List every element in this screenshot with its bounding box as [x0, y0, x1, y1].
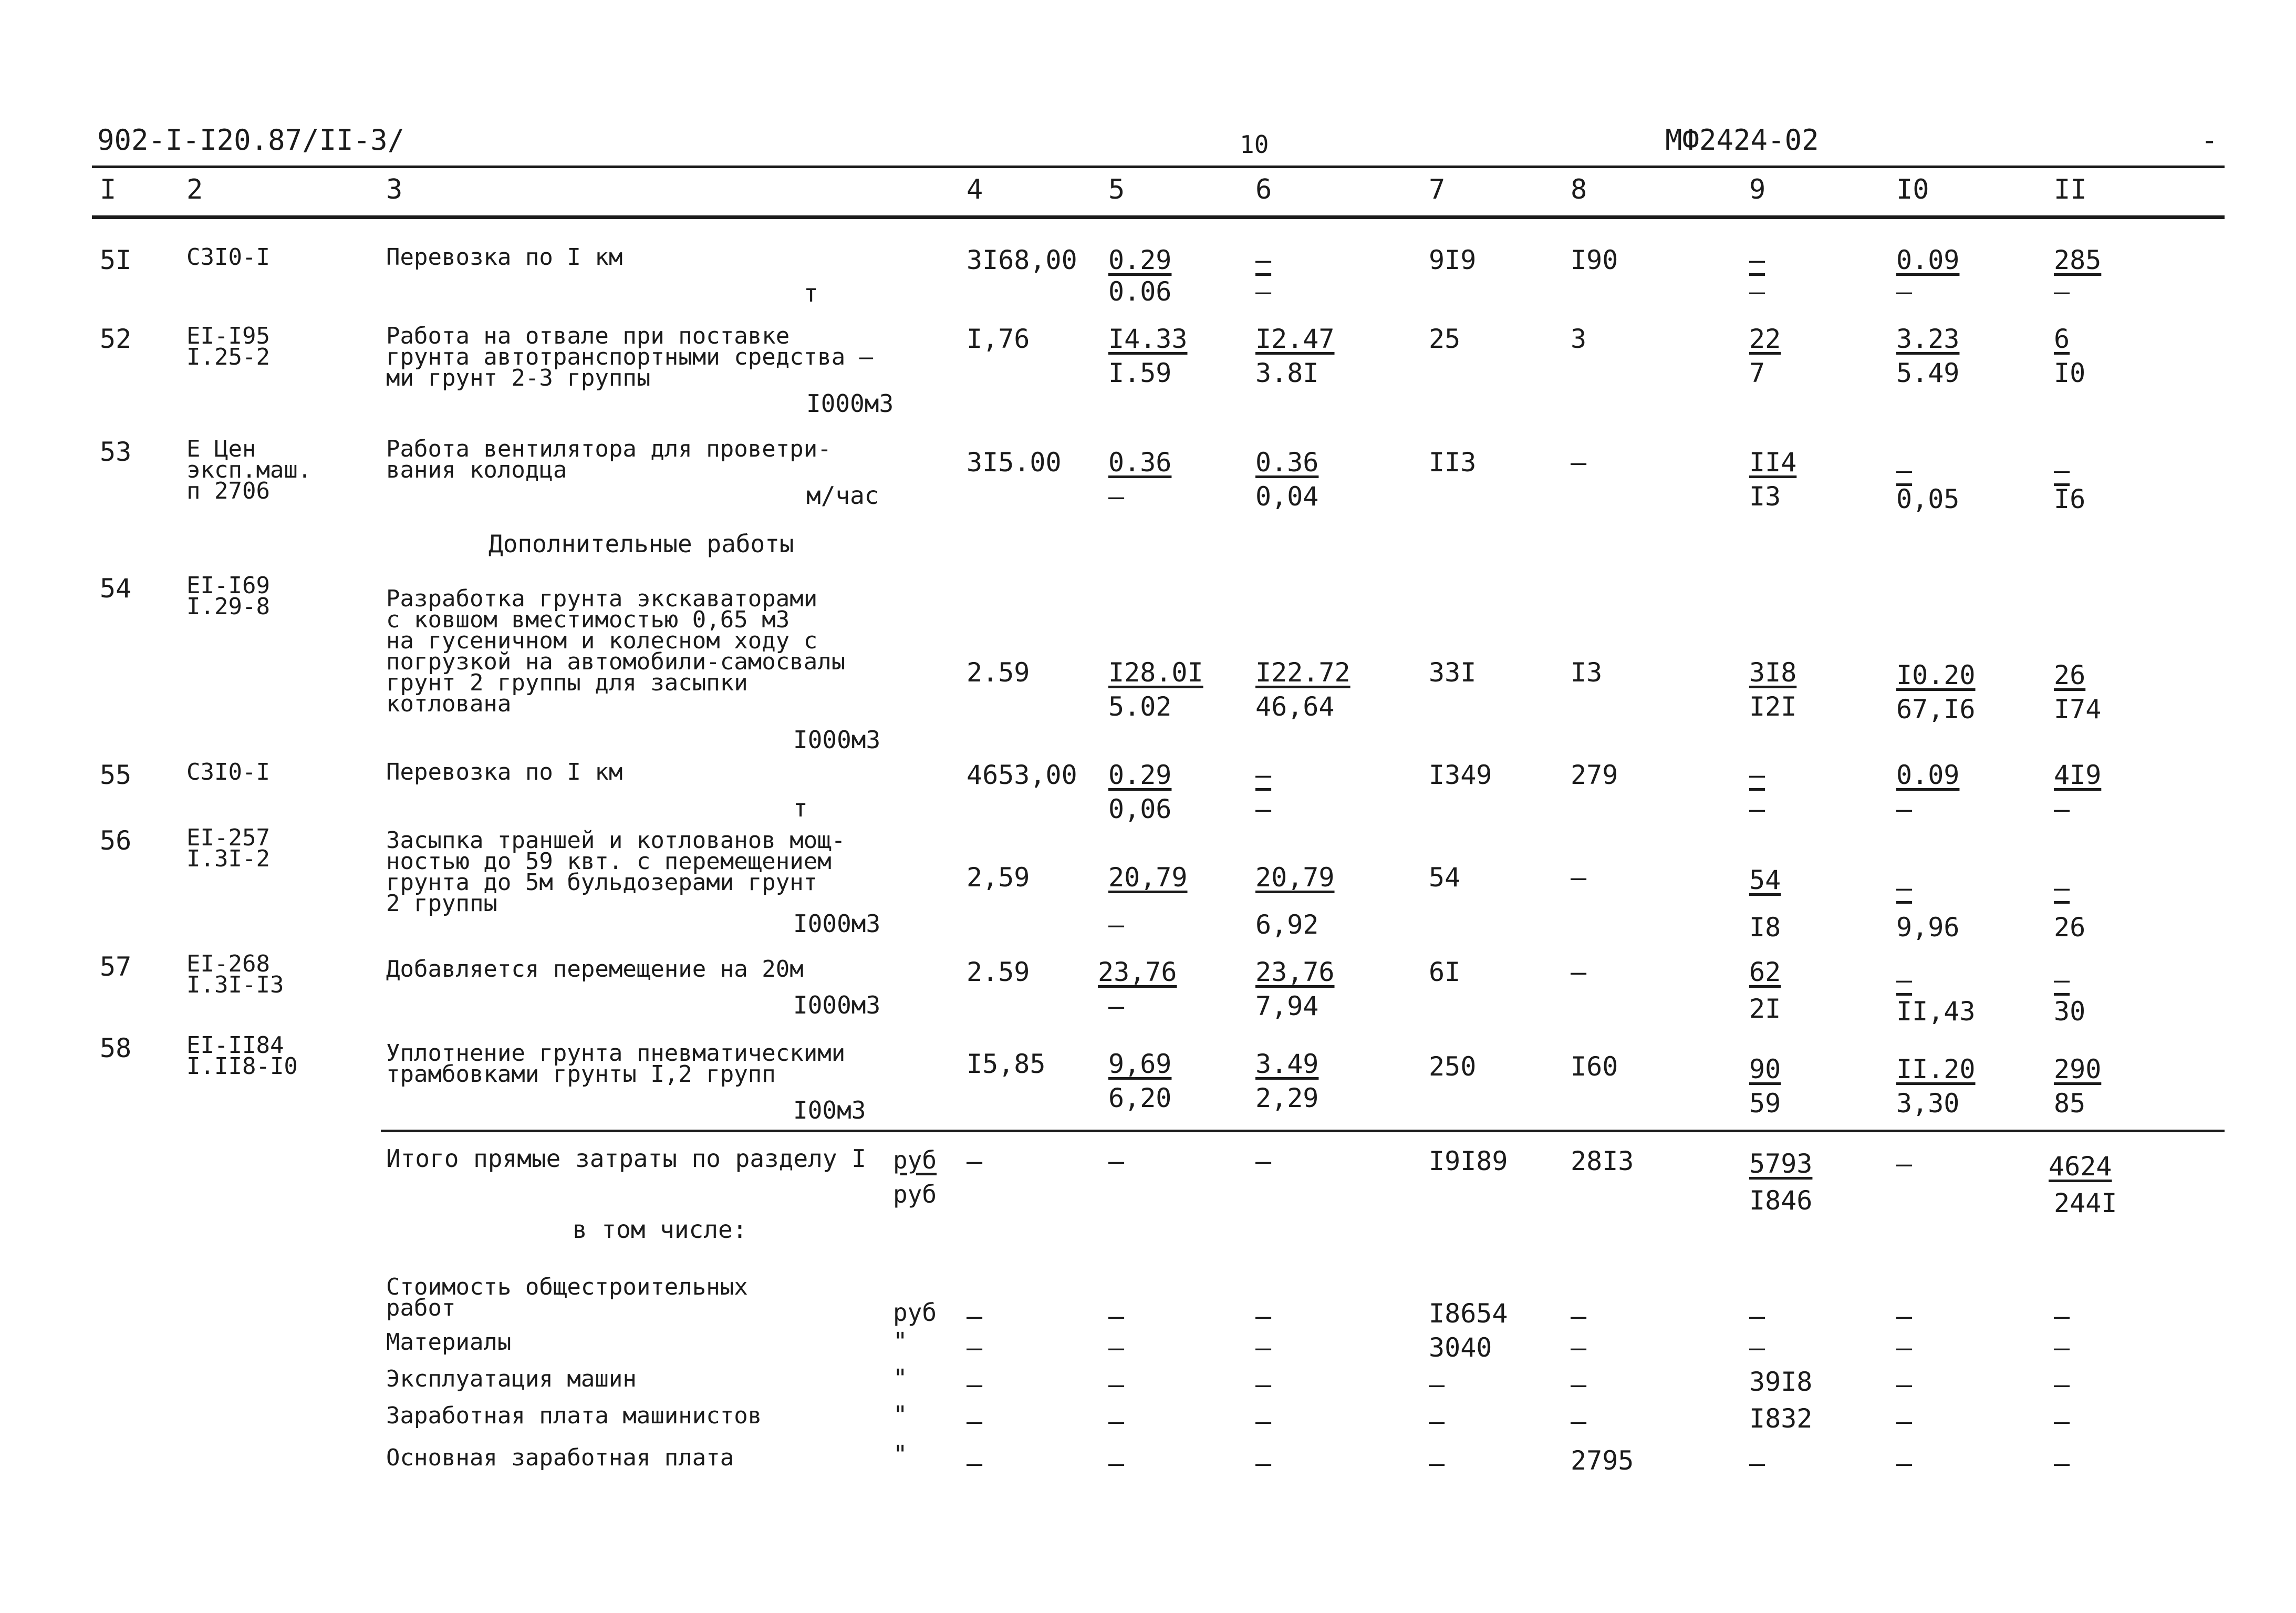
- breakdown-label: Заработная плата машинистов: [386, 1402, 762, 1429]
- totals-unit-cost: –: [1108, 1146, 1125, 1176]
- breakdown-c8: –: [1571, 1369, 1587, 1400]
- breakdown-c9: –: [1749, 1448, 1765, 1478]
- quantity: 4653,00: [967, 760, 1077, 790]
- labor-machinists-unit: 67,I6: [1896, 694, 1976, 725]
- unit-cost-wages: –: [1108, 481, 1125, 512]
- row-number: 58: [100, 1033, 132, 1063]
- totals-total-machines: 5793: [1749, 1149, 1813, 1179]
- breakdown-c7: –: [1429, 1406, 1445, 1436]
- header-rule-top: [92, 166, 2225, 168]
- unit-cost-machines: –: [1255, 245, 1272, 275]
- work-description: Работа вентилятора для проветри-: [386, 436, 832, 462]
- breakdown-unit: ": [893, 1401, 908, 1429]
- total-machine-wages: –: [1749, 276, 1765, 307]
- breakdown-unit: руб: [893, 1298, 937, 1327]
- document-code: 902-I-I20.87/II-3/: [97, 123, 405, 157]
- breakdown-c5: –: [1108, 1369, 1125, 1400]
- work-description: Добавляется перемещение на 20м: [386, 956, 804, 983]
- total-cost: 54: [1429, 862, 1461, 893]
- unit-cost-machines: I22.72: [1255, 657, 1350, 688]
- unit: I000м3: [806, 389, 894, 418]
- breakdown-c5: –: [1108, 1406, 1125, 1436]
- labor-machinists-unit: 3,30: [1896, 1088, 1960, 1119]
- rate-code: ЕI-257: [186, 824, 270, 851]
- work-description: Перевозка по I км: [386, 244, 623, 271]
- breakdown-c10: –: [1896, 1448, 1913, 1478]
- labor-unit: I0.20: [1896, 660, 1976, 690]
- breakdown-c6: –: [1255, 1448, 1272, 1478]
- rate-code: п 2706: [186, 478, 270, 504]
- unit-cost-machines: 23,76: [1255, 957, 1335, 987]
- rate-code: ЕI-II84: [186, 1032, 284, 1059]
- unit-cost-machine-wages: 2,29: [1255, 1083, 1319, 1113]
- column-header-1: I: [100, 174, 117, 205]
- labor-total: –: [2054, 965, 2070, 995]
- unit-cost-total: 0.36: [1108, 447, 1172, 478]
- breakdown-c10: –: [1896, 1369, 1913, 1400]
- labor-machinists-unit: –: [1896, 794, 1913, 824]
- breakdown-c5: –: [1108, 1448, 1125, 1478]
- total-cost: I349: [1429, 760, 1492, 790]
- column-header-8: 8: [1571, 174, 1587, 205]
- labor-machinists-total: I6: [2054, 484, 2086, 514]
- breakdown-c11: –: [2054, 1406, 2070, 1436]
- total-machine-wages: –: [1749, 794, 1765, 824]
- unit-cost-machine-wages: 0,04: [1255, 481, 1319, 512]
- total-machine-wages: I2I: [1749, 691, 1797, 722]
- unit-cost-machine-wages: 46,64: [1255, 691, 1335, 722]
- unit-cost-total: 23,76: [1098, 957, 1177, 987]
- labor-machinists-total: 26: [2054, 912, 2086, 943]
- column-header-4: 4: [967, 174, 983, 205]
- unit-cost-total: 20,79: [1108, 862, 1188, 893]
- row-number: 57: [100, 952, 132, 982]
- breakdown-c4: –: [967, 1301, 983, 1331]
- work-description: погрузкой на автомобили-самосвалы: [386, 648, 846, 675]
- total-cost: 6I: [1429, 957, 1461, 987]
- breakdown-c6: –: [1255, 1406, 1272, 1436]
- unit-cost-wages: 0,06: [1108, 794, 1172, 824]
- breakdown-c9: I832: [1749, 1403, 1813, 1434]
- total-machine-wages: I3: [1749, 481, 1781, 512]
- total-machines: –: [1749, 245, 1765, 275]
- work-description: Разработка грунта экскаваторами: [386, 585, 818, 612]
- labor-unit: II.20: [1896, 1054, 1976, 1084]
- rate-code: I.3I-2: [186, 845, 270, 872]
- breakdown-label: работ: [386, 1295, 456, 1321]
- breakdown-c11: –: [2054, 1301, 2070, 1331]
- unit-cost-machines: 0.36: [1255, 447, 1319, 478]
- quantity: I5,85: [967, 1049, 1046, 1079]
- total-cost: II3: [1429, 447, 1477, 478]
- header-rule-bottom: [92, 215, 2225, 219]
- total-cost: 33I: [1429, 657, 1477, 688]
- totals-labor-machinists: 244I: [2054, 1188, 2117, 1218]
- total-machine-wages: 7: [1749, 358, 1765, 388]
- work-description: Засыпка траншей и котлованов мощ-: [386, 827, 846, 854]
- work-description: на гусеничном и колесном ходу с: [386, 627, 818, 654]
- total-machines: 90: [1749, 1054, 1781, 1084]
- unit: I00м3: [793, 1096, 866, 1124]
- breakdown-c8: –: [1571, 1332, 1587, 1363]
- labor-machinists-unit: II,43: [1896, 996, 1976, 1027]
- totals-quantity: –: [967, 1146, 983, 1176]
- breakdown-c11: –: [2054, 1332, 2070, 1363]
- row-number: 5I: [100, 245, 132, 275]
- work-description: 2 группы: [386, 890, 497, 917]
- total-wages: 3: [1571, 324, 1587, 354]
- labor-machinists-total: 85: [2054, 1088, 2086, 1119]
- unit-cost-wages: –: [1108, 909, 1125, 940]
- breakdown-label: Основная заработная плата: [386, 1444, 734, 1471]
- unit-cost-machine-wages: –: [1255, 794, 1272, 824]
- labor-machinists-unit: 0,05: [1896, 484, 1960, 514]
- quantity: 2,59: [967, 862, 1030, 893]
- breakdown-c8: 2795: [1571, 1445, 1634, 1476]
- unit-cost-machines: 20,79: [1255, 862, 1335, 893]
- unit: I000м3: [793, 909, 881, 938]
- labor-machinists-total: 30: [2054, 996, 2086, 1027]
- rate-code: ЕI-I69: [186, 572, 270, 599]
- unit-cost-machines: 3.49: [1255, 1049, 1319, 1079]
- rate-code: С3I0-I: [186, 244, 270, 271]
- work-description: Уплотнение грунта пневматическими: [386, 1040, 846, 1067]
- labor-unit: –: [1896, 965, 1913, 995]
- total-machine-wages: 59: [1749, 1088, 1781, 1119]
- row-number: 52: [100, 324, 132, 354]
- work-description: ми грунт 2-3 группы: [386, 365, 651, 391]
- labor-machinists-unit: 9,96: [1896, 912, 1960, 943]
- rate-code: ЕI-I95: [186, 323, 270, 349]
- total-cost: 250: [1429, 1051, 1477, 1082]
- breakdown-c5: –: [1108, 1332, 1125, 1363]
- unit-cost-machine-wages: 3.8I: [1255, 358, 1319, 388]
- labor-unit: 3.23: [1896, 324, 1960, 354]
- rate-code: ЕI-268: [186, 950, 270, 977]
- quantity: 2.59: [967, 657, 1030, 688]
- breakdown-unit: ": [893, 1364, 908, 1392]
- breakdown-label: Эксплуатация машин: [386, 1366, 637, 1392]
- labor-unit: –: [1896, 873, 1913, 903]
- unit-cost-machine-wages: 6,92: [1255, 909, 1319, 940]
- breakdown-c6: –: [1255, 1301, 1272, 1331]
- unit: т: [804, 279, 818, 307]
- totals-labor-unit: –: [1896, 1149, 1913, 1179]
- total-machine-wages: I8: [1749, 912, 1781, 943]
- work-description: котлована: [386, 690, 512, 717]
- breakdown-label: Материалы: [386, 1329, 512, 1356]
- total-machines: II4: [1749, 447, 1797, 478]
- unit-cost-machine-wages: –: [1255, 276, 1272, 307]
- totals-total-machine-wages: I846: [1749, 1185, 1813, 1216]
- rate-code: I.25-2: [186, 344, 270, 370]
- total-machines: 54: [1749, 865, 1781, 895]
- work-description: ностью до 59 квт. с перемещением: [386, 848, 832, 875]
- row-number: 56: [100, 825, 132, 856]
- labor-unit: 0.09: [1896, 760, 1960, 790]
- breakdown-c7: I8654: [1429, 1298, 1508, 1329]
- breakdown-c6: –: [1255, 1332, 1272, 1363]
- work-description: грунт 2 группы для засыпки: [386, 669, 748, 696]
- breakdown-c8: –: [1571, 1406, 1587, 1436]
- total-machine-wages: 2I: [1749, 994, 1781, 1024]
- breakdown-c4: –: [967, 1332, 983, 1363]
- total-wages: –: [1571, 862, 1587, 893]
- total-wages: –: [1571, 447, 1587, 478]
- unit-cost-total: 9,69: [1108, 1049, 1172, 1079]
- row-number: 53: [100, 437, 132, 467]
- quantity: 2.59: [967, 957, 1030, 987]
- total-wages: –: [1571, 957, 1587, 987]
- breakdown-c11: –: [2054, 1369, 2070, 1400]
- rate-code: Е Цен: [186, 436, 256, 462]
- unit-cost-wages: 5.02: [1108, 691, 1172, 722]
- total-wages: I3: [1571, 657, 1603, 688]
- column-header-10: I0: [1896, 174, 1929, 205]
- column-header-3: 3: [386, 174, 403, 205]
- totals-total-wages: 28I3: [1571, 1146, 1634, 1176]
- breakdown-c9: –: [1749, 1301, 1765, 1331]
- quantity: 3I5.00: [967, 447, 1062, 478]
- work-description: Работа на отвале при поставке: [386, 323, 790, 349]
- unit-cost-machine-wages: 7,94: [1255, 991, 1319, 1021]
- work-description: грунта до 5м бульдозерами грунт: [386, 869, 818, 896]
- totals-unit: руб: [893, 1146, 937, 1174]
- total-machines: 62: [1749, 957, 1781, 987]
- work-description: Перевозка по I км: [386, 759, 623, 785]
- totals-rule: [381, 1130, 2225, 1132]
- breakdown-c4: –: [967, 1369, 983, 1400]
- breakdown-c10: –: [1896, 1301, 1913, 1331]
- total-wages: 279: [1571, 760, 1618, 790]
- labor-total: 285: [2054, 245, 2102, 275]
- total-wages: I60: [1571, 1051, 1618, 1082]
- unit-cost-total: 0.29: [1108, 760, 1172, 790]
- totals-total-cost: I9I89: [1429, 1146, 1508, 1176]
- labor-total: 26: [2054, 660, 2086, 690]
- rate-code: I.29-8: [186, 593, 270, 620]
- breakdown-c8: –: [1571, 1301, 1587, 1331]
- breakdown-c9: 39I8: [1749, 1367, 1813, 1397]
- breakdown-c6: –: [1255, 1369, 1272, 1400]
- breakdown-c11: –: [2054, 1448, 2070, 1478]
- work-description: грунта автотранспортными средства –: [386, 344, 874, 370]
- row-number: 55: [100, 760, 132, 790]
- work-description: с ковшом вместимостью 0,65 м3: [386, 606, 790, 633]
- unit: м/час: [806, 481, 879, 510]
- total-cost: 25: [1429, 324, 1461, 354]
- labor-machinists-unit: –: [1896, 276, 1913, 307]
- totals-labor-total: 4624: [2049, 1151, 2112, 1182]
- labor-machinists-unit: 5.49: [1896, 358, 1960, 388]
- breakdown-unit: ": [893, 1327, 908, 1356]
- column-header-9: 9: [1749, 174, 1766, 205]
- total-machines: 22: [1749, 324, 1781, 354]
- labor-machinists-total: I0: [2054, 358, 2086, 388]
- column-header-7: 7: [1429, 174, 1446, 205]
- unit-cost-total: I28.0I: [1108, 657, 1203, 688]
- including-label: в том числе:: [573, 1215, 747, 1244]
- labor-unit: –: [1896, 455, 1913, 485]
- labor-machinists-total: –: [2054, 794, 2070, 824]
- quantity: I,76: [967, 324, 1030, 354]
- breakdown-c4: –: [967, 1448, 983, 1478]
- labor-total: 290: [2054, 1054, 2102, 1084]
- unit-cost-wages: 6,20: [1108, 1083, 1172, 1113]
- breakdown-c7: 3040: [1429, 1332, 1492, 1363]
- breakdown-c9: –: [1749, 1332, 1765, 1363]
- work-description: вания колодца: [386, 457, 567, 483]
- header-dash: -: [2201, 123, 2218, 157]
- unit: I000м3: [793, 726, 881, 754]
- unit: I000м3: [793, 991, 881, 1019]
- rate-code: эксп.маш.: [186, 457, 312, 483]
- unit-cost-total: I4.33: [1108, 324, 1188, 354]
- rate-code: I.II8-I0: [186, 1053, 298, 1080]
- labor-unit: 0.09: [1896, 245, 1960, 275]
- labor-machinists-total: I74: [2054, 694, 2102, 725]
- section-title: Дополнительные работы: [489, 530, 794, 558]
- breakdown-c4: –: [967, 1406, 983, 1436]
- labor-total: 4I9: [2054, 760, 2102, 790]
- totals-unit-wages: руб: [893, 1180, 937, 1208]
- column-header-2: 2: [186, 174, 203, 205]
- totals-unit-machines: –: [1255, 1146, 1272, 1176]
- breakdown-c10: –: [1896, 1332, 1913, 1363]
- breakdown-c7: –: [1429, 1369, 1445, 1400]
- unit-cost-machines: –: [1255, 760, 1272, 790]
- labor-total: 6: [2054, 324, 2070, 354]
- labor-total: –: [2054, 455, 2070, 485]
- column-header-11: II: [2054, 174, 2087, 205]
- page-number: 10: [1240, 130, 1269, 159]
- labor-total: –: [2054, 873, 2070, 903]
- unit-cost-wages: –: [1108, 991, 1125, 1021]
- rate-code: I.3I-I3: [186, 971, 284, 998]
- unit-cost-total: 0.29: [1108, 245, 1172, 275]
- breakdown-c7: –: [1429, 1448, 1445, 1478]
- totals-label: Итого прямые затраты по разделу I: [386, 1144, 866, 1173]
- breakdown-label: Стоимость общестроительных: [386, 1274, 748, 1300]
- column-header-6: 6: [1255, 174, 1272, 205]
- unit-cost-machines: I2.47: [1255, 324, 1335, 354]
- total-machines: 3I8: [1749, 657, 1797, 688]
- column-header-5: 5: [1108, 174, 1125, 205]
- work-description: трамбовками грунты I,2 групп: [386, 1061, 776, 1088]
- quantity: 3I68,00: [967, 245, 1077, 275]
- unit-cost-wages: 0.06: [1108, 276, 1172, 307]
- unit: т: [793, 794, 808, 822]
- breakdown-c10: –: [1896, 1406, 1913, 1436]
- unit-cost-wages: I.59: [1108, 358, 1172, 388]
- total-cost: 9I9: [1429, 245, 1477, 275]
- breakdown-c5: –: [1108, 1301, 1125, 1331]
- total-machines: –: [1749, 760, 1765, 790]
- row-number: 54: [100, 573, 132, 604]
- labor-machinists-total: –: [2054, 276, 2070, 307]
- inventory-number: МФ2424-02: [1665, 123, 1819, 157]
- rate-code: С3I0-I: [186, 759, 270, 785]
- breakdown-unit: ": [893, 1440, 908, 1469]
- total-wages: I90: [1571, 245, 1618, 275]
